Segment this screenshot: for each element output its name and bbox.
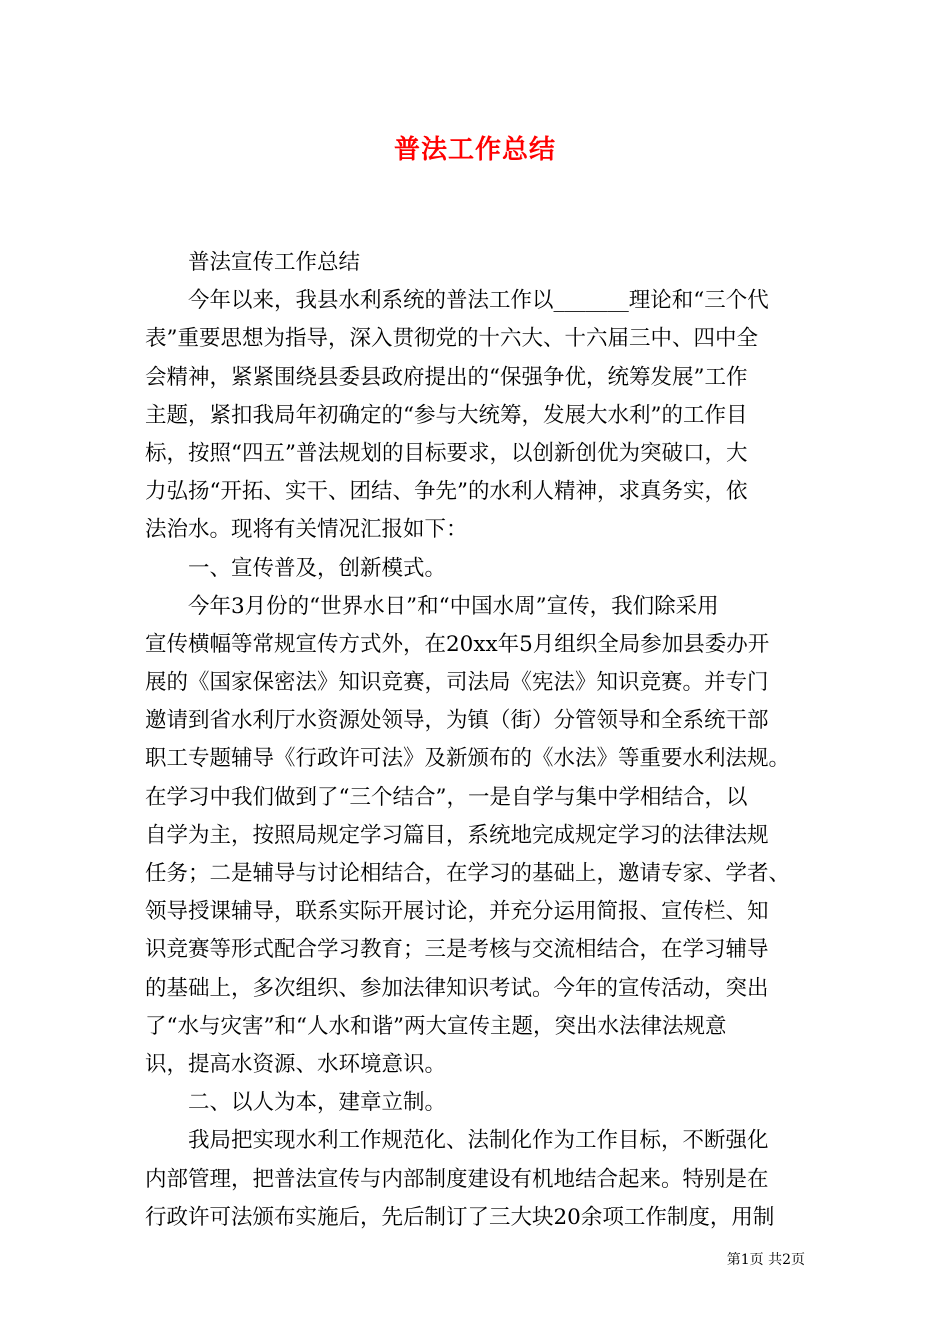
text-line: 职工专题辅导《行政许可法》及新颁布的《水法》等重要水利法规。 [145, 746, 791, 772]
text-line: 一、宣传普及，创新模式。 [188, 555, 447, 581]
text-line: 展的《国家保密法》知识竞赛，司法局《宪法》知识竞赛。并专门 [145, 670, 769, 696]
text-line: 表”重要思想为指导，深入贯彻党的十六大、十六届三中、四中全 [145, 326, 758, 352]
text-line: 了“水与灾害”和“人水和谐”两大宣传主题，突出水法律法规意 [145, 1013, 727, 1039]
text-line: 主题，紧扣我局年初确定的“参与大统筹，发展大水利”的工作目 [145, 402, 748, 428]
text-line: 法治水。现将有关情况汇报如下： [145, 517, 468, 543]
text-line: 今年以来，我县水利系统的普法工作以_______理论和“三个代 [188, 288, 769, 314]
text-line: 领导授课辅导，联系实际开展讨论，并充分运用简报、宣传栏、知 [145, 899, 769, 925]
text-line: 行政许可法颁布实施后，先后制订了三大块20余项工作制度，用制 [145, 1204, 775, 1230]
text-line: 标，按照“四五”普法规划的目标要求，以创新创优为突破口，大 [145, 440, 748, 466]
text-line: 普法宣传工作总结 [188, 250, 361, 275]
text-line: 今年3月份的“世界水日”和“中国水周”宣传，我们除采用 [188, 593, 719, 619]
text-line: 二、以人为本，建章立制。 [188, 1090, 447, 1116]
text-line: 的基础上，多次组织、参加法律知识考试。今年的宣传活动，突出 [145, 975, 769, 1001]
text-line: 任务；二是辅导与讨论相结合，在学习的基础上，邀请专家、学者、 [145, 861, 791, 886]
text-line: 识竞赛等形式配合学习教育；三是考核与交流相结合，在学习辅导 [145, 937, 769, 963]
text-line: 我局把实现水利工作规范化、法制化作为工作目标，不断强化 [188, 1128, 769, 1154]
text-line: 邀请到省水利厅水资源处领导，为镇（街）分管领导和全系统干部 [145, 708, 769, 734]
text-line: 会精神，紧紧围绕县委县政府提出的“保强争优，统筹发展”工作 [145, 364, 748, 390]
document-body [145, 244, 807, 1237]
text-line: 力弘扬“开拓、实干、团结、争先”的水利人精神，求真务实，依 [145, 479, 748, 505]
text-line: 内部管理，把普法宣传与内部制度建设有机地结合起来。特别是在 [145, 1166, 769, 1192]
text-line: 自学为主，按照局规定学习篇目，系统地完成规定学习的法律法规 [145, 822, 769, 848]
text-line: 宣传横幅等常规宣传方式外，在20xx年5月组织全局参加县委办开 [145, 631, 770, 657]
document-title: 普法工作总结 [393, 135, 556, 165]
page-number-footer: 第1页 共2页 [726, 1252, 805, 1268]
text-line: 识，提高水资源、水环境意识。 [145, 1051, 447, 1077]
text-line: 在学习中我们做到了“三个结合”，一是自学与集中学相结合，以 [145, 784, 748, 810]
